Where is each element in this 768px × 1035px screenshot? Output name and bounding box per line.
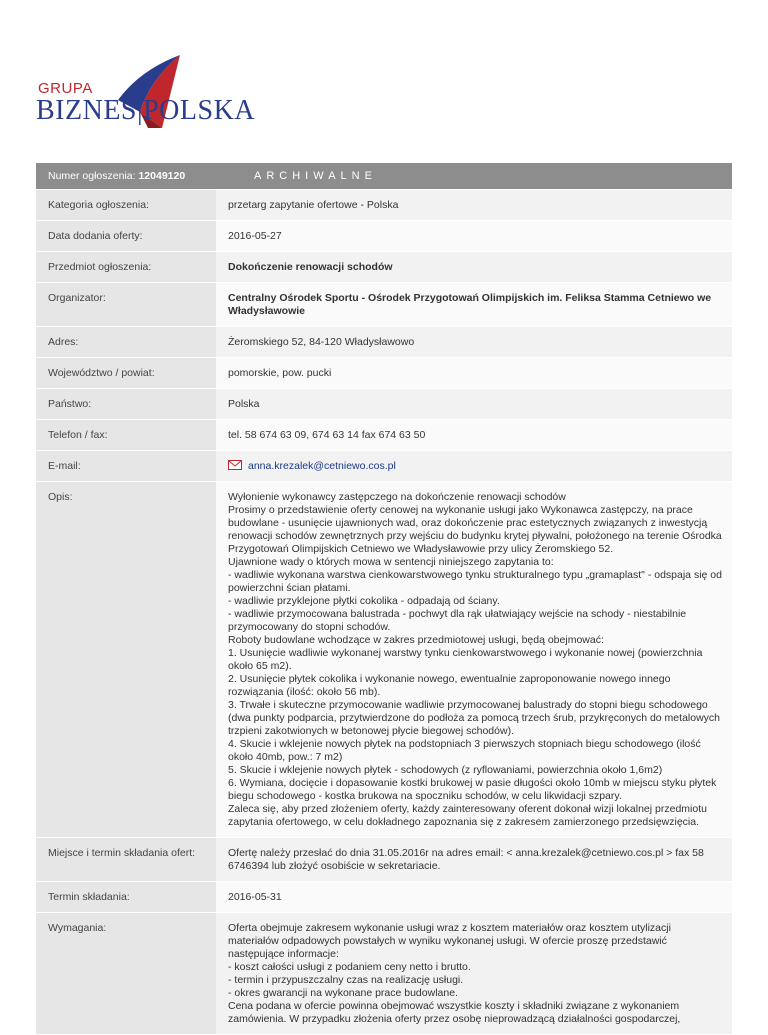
opis-line: Zaleca się, aby przed złożeniem oferty, każdy zainteresowany oferent dokonał wizji lokalnej przedmiotu zapytania ofertowego, w celu dokładnego zapoznania się z zakresem zamierzonego przedsięwzięcia. (228, 803, 707, 828)
row-adres (36, 327, 732, 358)
logo-separator: | (137, 95, 144, 126)
wymagania-line: Cena podana w ofercie powinna obejmować wszystkie koszty i składniki związane z wykonaniem zamówienia. W przypadku złożenia oferty przez osobę nieprowadzącą działalności gospodarczej, (228, 1000, 681, 1025)
label-opis: Opis: (36, 482, 216, 837)
number-cell (36, 163, 216, 189)
status-badge: ARCHIWALNE (216, 163, 732, 189)
opis-line: 6. Wymiana, docięcie i dopasowanie kostki brukowej w pasie długości około 10mb w miejscu styku płytek biegu schodowego - kostka brukowa na spoczniku schodów, w celu likwidacji szpary. (228, 777, 717, 802)
wymagania-line: - okres gwarancji na wykonane prace budowlane. (228, 987, 458, 999)
value-wojewodztwo: pomorskie, pow. pucki (216, 358, 732, 388)
opis-line: 2. Usunięcie płytek cokolika i wykonanie nowego, ewentualnie zaproponowanie nowego innego rozwiązania (ilość: około 56 mb). (228, 673, 671, 698)
label-data: Data dodania oferty: (36, 221, 216, 251)
row-data (36, 221, 732, 252)
row-termin (36, 882, 732, 913)
value-organizator: Centralny Ośrodek Sportu - Ośrodek Przygotowań Olimpijskich im. Feliksa Stamma Cetniewo we Władysławowie (216, 283, 732, 326)
row-telefon (36, 420, 732, 451)
label-telefon: Telefon / fax: (36, 420, 216, 450)
label-organizator: Organizator: (36, 283, 216, 326)
number-label: Numer ogłoszenia: (48, 170, 136, 182)
opis-line: - wadliwie przymocowana balustrada - pochwyt dla rąk ułatwiający wejście na schody - niestabilnie przymocowany do stopni schodów. (228, 608, 687, 633)
row-przedmiot (36, 252, 732, 283)
label-adres: Adres: (36, 327, 216, 357)
opis-line: Wyłonienie wykonawcy zastępczego na dokończenie renowacji schodów (228, 491, 566, 503)
row-wojewodztwo (36, 358, 732, 389)
email-link[interactable]: anna.krezalek@cetniewo.cos.pl (248, 460, 396, 472)
row-panstwo (36, 389, 732, 420)
label-miejsce: Miejsce i termin składania ofert: (36, 838, 216, 881)
site-logo[interactable] (36, 50, 256, 140)
label-przedmiot: Przedmiot ogłoszenia: (36, 252, 216, 282)
value-termin: 2016-05-31 (216, 882, 732, 912)
row-opis (36, 482, 732, 838)
row-kategoria (36, 190, 732, 221)
number-value: 12049120 (138, 170, 186, 182)
opis-line: 1. Usunięcie wadliwie wykonanej warstwy tynku cienkowarstwowego i wykonanie nowej (powierzchnia około 65 m2). (228, 647, 703, 672)
announcement-table (36, 163, 732, 1035)
label-termin: Termin składania: (36, 882, 216, 912)
value-data: 2016-05-27 (216, 221, 732, 251)
mail-icon (228, 460, 242, 470)
logo-grupa-text: GRUPA (38, 80, 93, 97)
row-wymagania (36, 913, 732, 1035)
opis-line: 3. Trwałe i skuteczne przymocowanie wadliwie przymocowanej balustrady do stopni biegu schodowego (dwa punkty podparcia, przytwierdzone do podłoża za pomocą trzech śrub, przykręconych do metalowych trzpieni zakotwionych w betonowej płycie biegowej schodów). (228, 699, 720, 737)
row-organizator (36, 283, 732, 327)
value-kategoria: przetarg zapytanie ofertowe - Polska (216, 190, 732, 220)
logo-brand-text (36, 95, 255, 127)
logo-brand-right: POLSKA (143, 95, 256, 126)
opis-line: 4. Skucie i wklejenie nowych płytek na podstopniach 3 pierwszych stopniach biegu schodowego (ilość około 40mb, pow.: 7 m2) (228, 738, 701, 763)
label-panstwo: Państwo: (36, 389, 216, 419)
opis-line: Ujawnione wady o których mowa w sentencji niniejszego zapytania to: (228, 556, 554, 568)
row-miejsce (36, 838, 732, 882)
label-kategoria: Kategoria ogłoszenia: (36, 190, 216, 220)
value-email (216, 451, 732, 481)
logo-brand-left: BIZNES (36, 95, 137, 126)
opis-line: - wadliwie wykonana warstwa cienkowarstwowego tynku strukturalnego typu „gramaplast" - odspaja się od powierzchni ścian płatami. (228, 569, 722, 594)
value-telefon: tel. 58 674 63 09, 674 63 14 fax 674 63 50 (216, 420, 732, 450)
label-wymagania: Wymagania: (36, 913, 216, 1034)
value-opis (216, 482, 732, 837)
value-przedmiot: Dokończenie renowacji schodów (216, 252, 732, 282)
header-row (36, 163, 732, 190)
row-email (36, 451, 732, 482)
opis-line: 5. Skucie i wklejenie nowych płytek - schodowych (z ryflowaniami, powierzchnia około 1,6m2) (228, 764, 663, 776)
value-miejsce: Ofertę należy przesłać do dnia 31.05.2016r na adres email: < anna.krezalek@cetniewo.cos.pl > fax 58 6746394 lub złożyć osobiście w sekretariacie. (216, 838, 732, 881)
value-wymagania (216, 913, 732, 1034)
opis-line: - wadliwie przyklejone płytki cokolika - odpadają od ściany. (228, 595, 500, 607)
opis-line: Prosimy o przedstawienie oferty cenowej na wykonanie usługi jako Wykonawca zastępczy, na prace budowlane - usunięcie ujawnionych wad, oraz dokończenie prac estetycznych związanych z inwestycją renowacji schodów zewnętrznych przy wejściu do budynku krytej pływalni, położonego na terenie Ośrodka Przygotowań Olimpijskich Cetniewo we Władysławowie przy ulicy Żeromskiego 52. (228, 504, 722, 555)
value-adres: Żeromskiego 52, 84-120 Władysławowo (216, 327, 732, 357)
wymagania-line: Oferta obejmuje zakresem wykonanie usługi wraz z kosztem materiałów oraz kosztem utylizacji materiałów odpadowych powstałych w wyniku wykonanej usługi. W ofercie proszę przedstawić następujące informacje: (228, 922, 671, 960)
opis-line: Roboty budowlane wchodzące w zakres przedmiotowej usługi, będą obejmować: (228, 634, 604, 646)
label-email: E-mail: (36, 451, 216, 481)
label-wojewodztwo: Województwo / powiat: (36, 358, 216, 388)
wymagania-line: - termin i przypuszczalny czas na realizację usługi. (228, 974, 464, 986)
value-panstwo: Polska (216, 389, 732, 419)
wymagania-line: - koszt całości usługi z podaniem ceny netto i brutto. (228, 961, 471, 973)
